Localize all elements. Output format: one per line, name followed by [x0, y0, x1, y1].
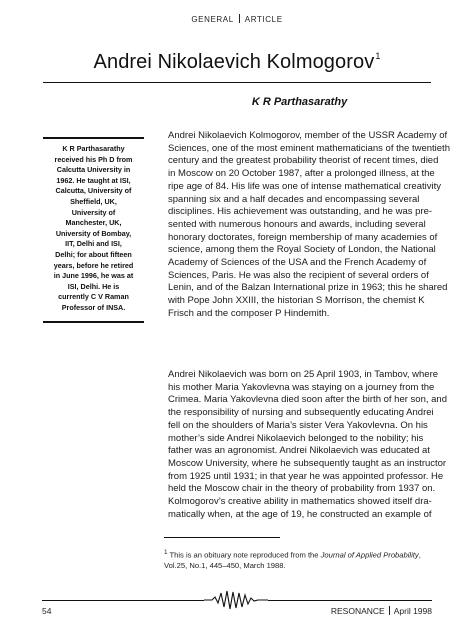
text-line: Crimea. Maria Yakovlevna died soon after the birth of her son, and: [168, 394, 447, 406]
bio-line: 1962. He taught at ISI,: [56, 175, 131, 185]
running-header: [0, 14, 474, 24]
bio-line: K R Parthasarathy: [62, 144, 125, 153]
text-line: Kolmogorov’s creative ability in mathematics showed itself dra-: [168, 496, 432, 508]
text-line: mother’s side Andrei Nikolaevich belonged to the nobility; his: [168, 432, 424, 444]
bio-line: Calcutta, University of: [55, 186, 132, 196]
body-paragraph-2: [168, 369, 447, 521]
author-name: K R Parthasarathy: [251, 96, 348, 108]
bio-line: Delhi; for about fifteen: [55, 249, 132, 259]
bio-line: Professor of INSA.: [61, 302, 126, 312]
text-line: Frisch and the composer P Hindemith.: [168, 307, 330, 319]
text-line: Academy of Sciences of the USA and the French Academy of: [168, 257, 427, 269]
footnote-line-2: Vol.25, No.1, 445–450, March 1988.: [164, 561, 286, 571]
text-line: father was an agronomist. Andrei Nikolaevich was educated at: [168, 445, 430, 457]
footnote-journal-title: Journal of Applied Probability: [320, 550, 419, 560]
text-line: honorary doctorates, foreign membership of many academies of: [168, 231, 438, 243]
bio-line: IIT, Delhi and ISI,: [65, 239, 122, 249]
header-type: ARTICLE: [244, 15, 283, 24]
text-line: science, among them the Royal Society of London, the National: [168, 244, 436, 256]
body-paragraph-1: [168, 130, 450, 321]
text-line: spanning six and a half decades and encompassing several: [168, 193, 420, 205]
title-footnote-mark: 1: [375, 51, 381, 61]
footer-journal-name: RESONANCE: [330, 606, 385, 616]
text-line: from 1925 until 1931; in that year he was appointed professor. He: [168, 470, 444, 482]
bio-line: University of Bombay,: [55, 228, 132, 238]
bio-line: in June 1996, he was at: [53, 271, 134, 281]
footer-rule-right: [268, 600, 432, 601]
footnote-mark: 1: [164, 549, 168, 556]
text-line: Moscow University, where he subsequently taught as an instructor: [168, 457, 447, 469]
text-line: his mother Maria Yakovlevna was staying on a journey from the: [168, 381, 435, 393]
bio-line: ISI, Delhi. He is: [67, 281, 120, 291]
text-line: fell on the shoulders of Maria’s sister Vera Yakovlevna. On his: [168, 419, 428, 431]
header-divider: [239, 14, 240, 23]
waveform-ornament-icon: [204, 589, 268, 611]
footnote-prefix: This is an obituary note reproduced from the: [167, 550, 321, 560]
footer-divider: [389, 606, 390, 615]
text-line: Lenin, and of the Balzan International prize in 1963; this he shared: [168, 282, 448, 294]
article-title-text: Andrei Nikolaevich Kolmogorov: [93, 51, 375, 73]
footer-date: April 1998: [393, 606, 432, 616]
text-line: Sciences, one of the most eminent mathematicians of the twentieth: [168, 142, 450, 154]
text-line: Andrei Nikolaevich was born on 25 April 1903, in Tambov, where: [168, 369, 439, 380]
text-line: in Moscow on 20 October 1987, after a prolonged illness, at the: [168, 168, 435, 180]
text-line: Sciences, Paris. He was also the recipient of several orders of: [168, 269, 429, 281]
footnote-line-1: [164, 548, 436, 561]
article-title: [0, 51, 474, 74]
footer-journal: [300, 606, 432, 616]
text-line: the responsibility of nursing and subsequently educating Andrei: [168, 407, 434, 419]
header-section: GENERAL: [191, 15, 234, 24]
bio-line: currently C V Raman: [58, 292, 129, 302]
bio-line: Manchester, UK,: [65, 218, 122, 228]
text-line: matically when, at the age of 19, he constructed an example of: [168, 508, 432, 520]
author-bio-box: [43, 137, 144, 323]
bio-line: years, before he retired: [53, 260, 134, 270]
text-line: sented with numerous honours and awards, including several: [168, 218, 426, 230]
page-number: 54: [42, 606, 52, 616]
footnote: [164, 548, 436, 572]
text-line: ripe age of 84. His life was one of intense mathematical creativity: [168, 180, 441, 192]
text-line: century and the greatest probability theorist of recent times, died: [168, 155, 439, 167]
bio-line: Sheffield, UK,: [70, 196, 117, 206]
bio-line: Calcutta University in: [56, 165, 131, 175]
footer-rule-left: [42, 600, 204, 601]
text-line: disciplines. His achievement was outstanding, and he was pre-: [168, 206, 433, 218]
bio-line: received his Ph D from: [54, 154, 133, 164]
text-line: with Pope John XXIII, the historian S Morrison, the chemist K: [168, 295, 425, 307]
bio-line: University of: [71, 207, 116, 217]
text-line: Andrei Nikolaevich Kolmogorov, member of the USSR Academy of: [168, 130, 448, 141]
footnote-rule: [164, 537, 280, 538]
footnote-suffix: ,: [418, 550, 421, 560]
title-rule: [43, 82, 431, 83]
text-line: held the Moscow chair in the theory of probability from 1937 on.: [168, 483, 436, 495]
